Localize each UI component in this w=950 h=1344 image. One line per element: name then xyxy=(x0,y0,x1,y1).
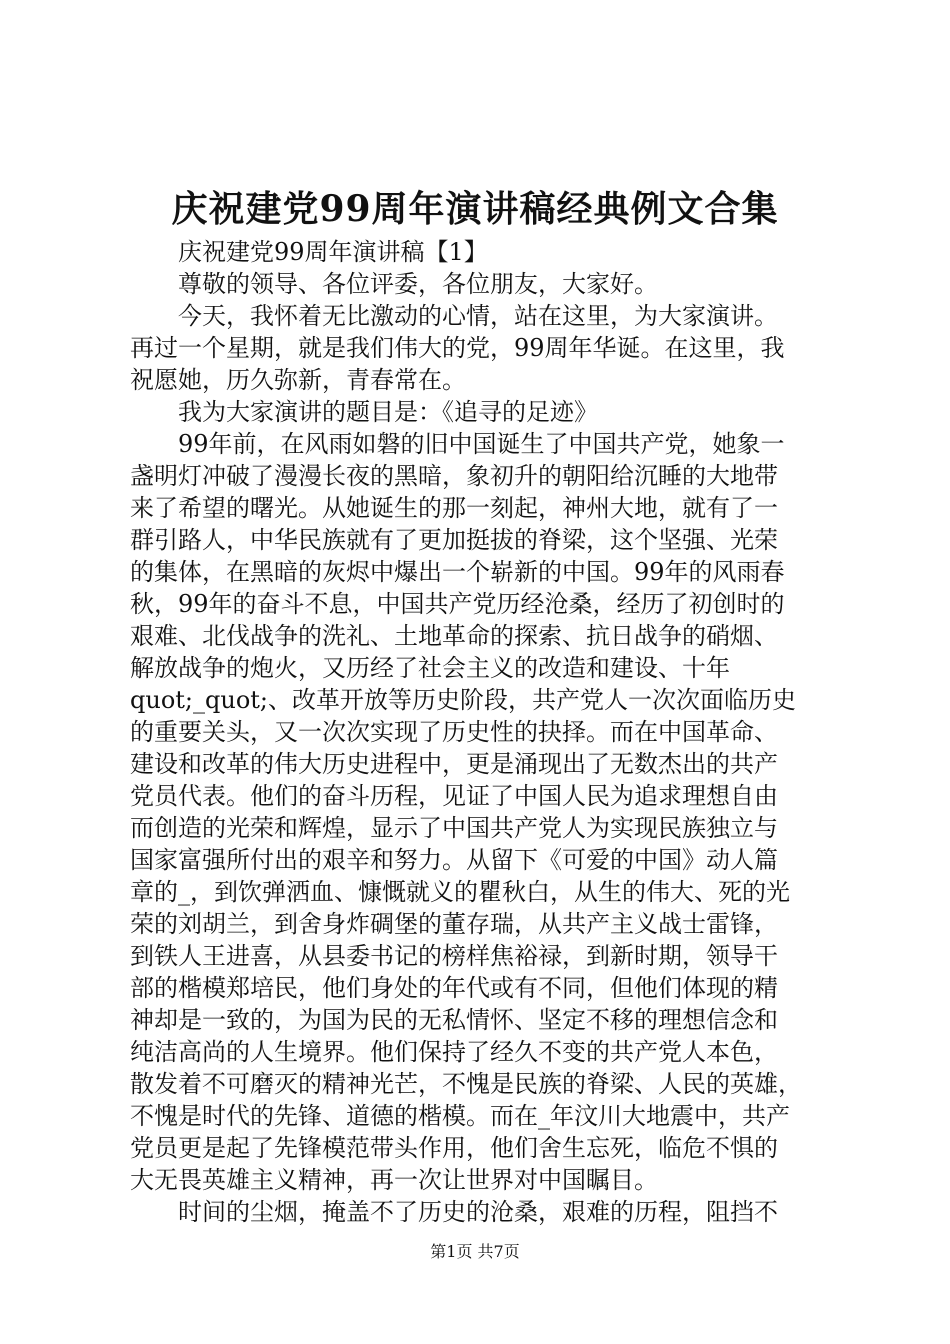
text-line: 庆祝建党99周年演讲稿【1】 xyxy=(178,238,488,266)
text-line: 秋，99年的奋斗不息，中国共产党历经沧桑，经历了初创时的 xyxy=(130,590,785,618)
text-line: 今天，我怀着无比激动的心情，站在这里，为大家演讲。 xyxy=(178,302,778,330)
text-line: quot;_quot;、改革开放等历史阶段，共产党人一次次面临历史 xyxy=(130,686,796,714)
text-line: 来了希望的曙光。从她诞生的那一刻起，神州大地，就有了一 xyxy=(130,494,778,522)
text-line: 的重要关头，又一次次实现了历史性的抉择。而在中国革命、 xyxy=(130,718,778,746)
page-footer: 第1页 共7页 xyxy=(430,1242,520,1261)
text-line: 我为大家演讲的题目是：《追寻的足迹》 xyxy=(178,398,598,426)
text-line: 国家富强所付出的艰辛和努力。从留下《可爱的中国》动人篇 xyxy=(130,846,778,874)
text-line: 党员更是起了先锋模范带头作用，他们舍生忘死，临危不惧的 xyxy=(130,1134,778,1162)
document-body xyxy=(130,236,830,1228)
text-line: 神却是一致的，为国为民的无私情怀、坚定不移的理想信念和 xyxy=(130,1006,778,1034)
text-line: 祝愿她，历久弥新，青春常在。 xyxy=(130,366,466,394)
text-line: 艰难、北伐战争的洗礼、土地革命的探索、抗日战争的硝烟、 xyxy=(130,622,778,650)
text-line: 党员代表。他们的奋斗历程，见证了中国人民为追求理想自由 xyxy=(130,782,778,810)
text-line: 不愧是时代的先锋、道德的楷模。而在_年汶川大地震中，共产 xyxy=(130,1102,790,1130)
text-line: 的集体，在黑暗的灰烬中爆出一个崭新的中国。99年的风雨春 xyxy=(130,558,785,586)
text-line: 到铁人王进喜，从县委书记的榜样焦裕禄，到新时期，领导干 xyxy=(130,942,778,970)
text-line: 荣的刘胡兰，到舍身炸碉堡的董存瑞，从共产主义战士雷锋， xyxy=(130,910,778,938)
text-line: 建设和改革的伟大历史进程中，更是涌现出了无数杰出的共产 xyxy=(130,750,778,778)
text-line: 部的楷模郑培民，他们身处的年代或有不同，但他们体现的精 xyxy=(130,974,778,1002)
text-line: 大无畏英雄主义精神，再一次让世界对中国瞩目。 xyxy=(130,1166,658,1194)
text-line: 纯洁高尚的人生境界。他们保持了经久不变的共产党人本色， xyxy=(130,1038,778,1066)
text-line: 盏明灯冲破了漫漫长夜的黑暗，象初升的朝阳给沉睡的大地带 xyxy=(130,462,778,490)
text-line: 而创造的光荣和辉煌，显示了中国共产党人为实现民族独立与 xyxy=(130,814,778,842)
text-line: 解放战争的炮火，又历经了社会主义的改造和建设、十年 xyxy=(130,654,730,682)
text-line: 章的_，到饮弹洒血、慷慨就义的瞿秋白，从生的伟大、死的光 xyxy=(130,878,790,906)
text-line: 99年前，在风雨如磐的旧中国诞生了中国共产党，她象一 xyxy=(178,430,785,458)
document-title: 庆祝建党99周年演讲稿经典例文合集 xyxy=(171,188,779,230)
text-line: 群引路人，中华民族就有了更加挺拔的脊梁，这个坚强、光荣 xyxy=(130,526,778,554)
text-line: 尊敬的领导、各位评委，各位朋友，大家好。 xyxy=(178,270,658,298)
text-line: 时间的尘烟，掩盖不了历史的沧桑，艰难的历程，阻挡不 xyxy=(178,1198,778,1226)
text-line: 散发着不可磨灭的精神光芒，不愧是民族的脊梁、人民的英雄， xyxy=(130,1070,802,1098)
text-line: 再过一个星期，就是我们伟大的党，99周年华诞。在这里，我 xyxy=(130,334,785,362)
